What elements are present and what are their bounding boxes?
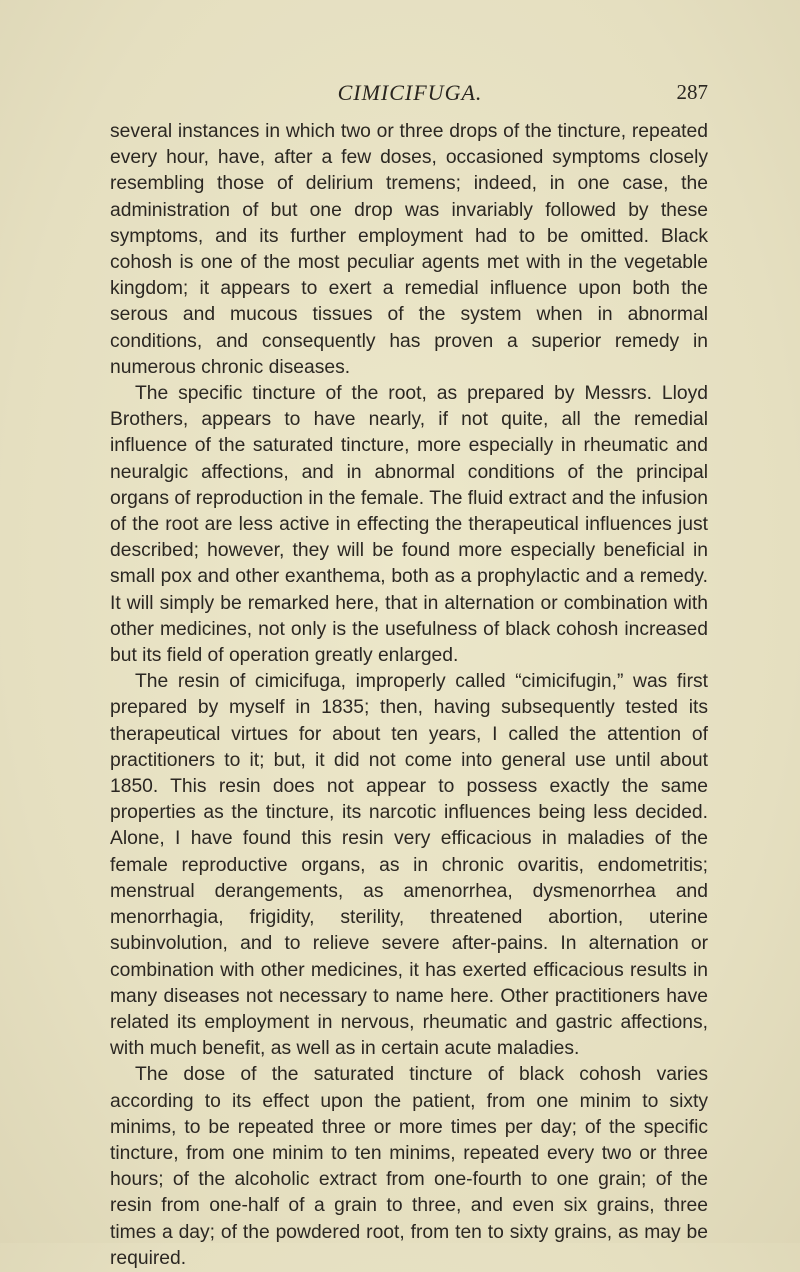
paragraph-dose: The dose of the saturated tincture of black cohosh varies according to its effect upon the patient, from one minim to sixty minims, to be repeated three or more times per day; of the specific tincture, from one minim to ten minims, repeated every two or three hours; of the alcoholic extract from one-fourth to one grain; of the resin from one-half of a grain to three, and even six grains, three times a day; of the powdered root, from ten to sixty grains, as may be required. [110, 1064, 708, 1269]
page-number: 287 [676, 80, 708, 104]
paragraph-continued: several instances in which two or three drops of the tincture, repeated every hour, have, after a few doses, occasioned symptoms closely resembling those of delirium tremens; indeed, in one case, the administration of but one drop was invariably followed by these symptoms, and its further employment had to be omitted. Black cohosh is one of the most peculiar agents met with in the vegetable kingdom; it appears to exert a remedial influence upon both the serous and mucous tissues of the system when in abnormal conditions, and consequently has proven a superior remedy in numerous chronic diseases. [110, 121, 708, 378]
paragraph-resin: The resin of cimicifuga, improperly called “cimicifugin,” was first prepared by myself in 1835; then, having subsequently tested its therapeutical virtues for about ten years, I called the attention of practitioners to it; but, it did not come into general use until about 1850. This resin does not appear to possess exactly the same properties as the tincture, its narcotic influences being less decided. Alone, I have found this resin very efficacious in maladies of the female reproductive organs, as in chronic ovaritis, endometritis; menstrual derangements, as amenorrhea, dysmenorrhea and menorrhagia, frigidity, sterility, threatened abortion, uterine subinvolution, and to relieve severe after-pains. In alternation or combination with other medicines, it has exerted efficacious results in many diseases not necessary to name here. Other practitioners have related its employment in nervous, rheumatic and gastric affections, with much benefit, as well as in certain acute maladies. [110, 671, 708, 1060]
body-text [110, 119, 708, 1272]
running-head [110, 80, 710, 110]
running-title: CIMICIFUGA. [337, 80, 483, 105]
paragraph-specific-tincture: The specific tincture of the root, as prepared by Messrs. Lloyd Brothers, appears to have nearly, if not quite, all the remedial influence of the saturated tincture, more especially in rheumatic and neuralgic affections, and in abnormal conditions of the principal organs of reproduction in the female. The fluid extract and the infusion of the root are less active in effecting the therapeutical influences just described; however, they will be found more especially beneficial in small pox and other exanthema, both as a prophylactic and a remedy. It will simply be remarked here, that in alternation or combination with other medicines, not only is the usefulness of black cohosh increased but its field of operation greatly enlarged. [110, 383, 708, 667]
